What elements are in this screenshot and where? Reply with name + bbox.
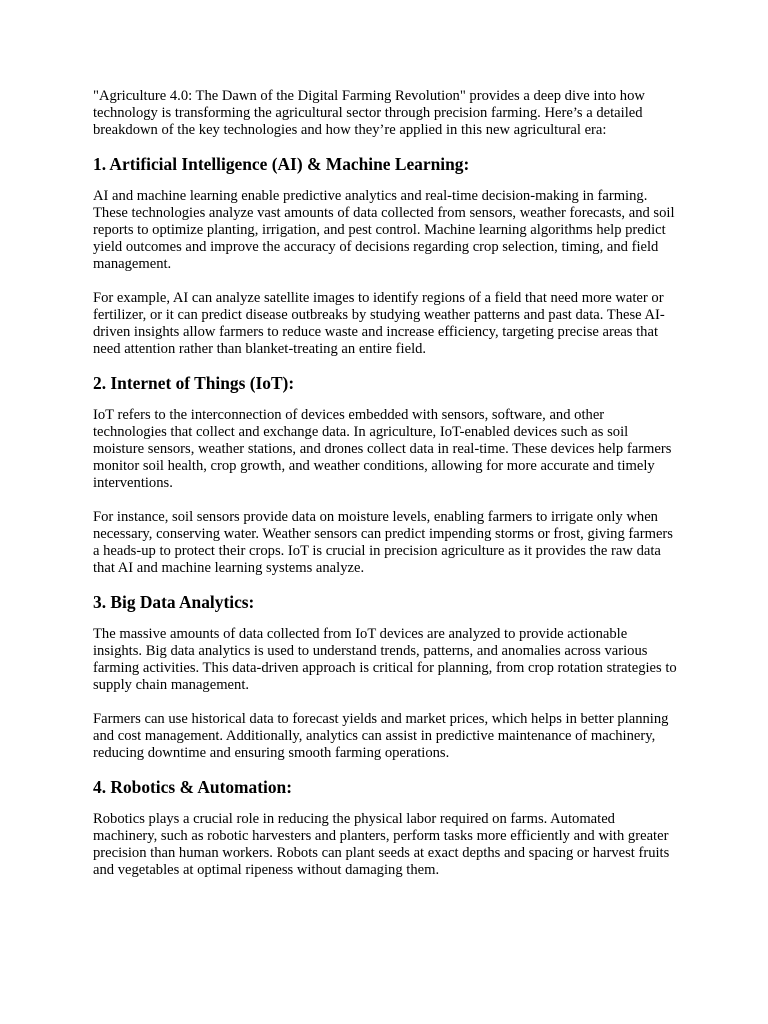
- section-paragraph: For instance, soil sensors provide data on moisture levels, enabling farmers to irrigate only when necessary, conserving water. Weather sensors can predict impending storms or frost, giving farmers a heads-up to protect their crops. IoT is crucial in precision agriculture as it provides the raw data that AI and machine learning systems analyze.: [93, 509, 673, 576]
- section-paragraph: IoT refers to the interconnection of devices embedded with sensors, software, and other technologies that collect and exchange data. In agriculture, IoT-enabled devices such as soil moisture sensors, weather stations, and drones collect data in real-time. These devices help farmers monitor soil health, crop growth, and weather conditions, allowing for more accurate and timely interventions.: [93, 407, 672, 491]
- intro-paragraph: "Agriculture 4.0: The Dawn of the Digital Farming Revolution" provides a deep dive into how technology is transforming the agricultural sector through precision farming. Here’s a detailed breakdown of the key technologies and how they’re applied in this new agricultural era:: [93, 88, 645, 138]
- section-heading: 1. Artificial Intelligence (AI) & Machine Learning:: [93, 154, 470, 174]
- section-heading: 3. Big Data Analytics:: [93, 592, 255, 612]
- section-big-data: [93, 592, 678, 762]
- section-robotics: [93, 777, 678, 879]
- section-paragraph: Farmers can use historical data to forecast yields and market prices, which helps in better planning and cost management. Additionally, analytics can assist in predictive maintenance of machinery, reducing downtime and ensuring smooth farming operations.: [93, 711, 669, 761]
- document-page: [93, 88, 678, 896]
- section-heading: 2. Internet of Things (IoT):: [93, 373, 295, 393]
- section-paragraph: The massive amounts of data collected from IoT devices are analyzed to provide actionable insights. Big data analytics is used to understand trends, patterns, and anomalies across various farming activities. This data-driven approach is critical for planning, from crop rotation strategies to supply chain management.: [93, 626, 677, 693]
- section-paragraph: For example, AI can analyze satellite images to identify regions of a field that need more water or fertilizer, or it can predict disease outbreaks by studying weather patterns and past data. These AI-driven insights allow farmers to reduce waste and increase efficiency, targeting precise areas that need attention rather than blanket-treating an entire field.: [93, 290, 665, 357]
- section-paragraph: Robotics plays a crucial role in reducing the physical labor required on farms. Automated machinery, such as robotic harvesters and planters, perform tasks more efficiently and with greater precision than human workers. Robots can plant seeds at exact depths and spacing or harvest fruits and vegetables at optimal ripeness without damaging them.: [93, 811, 670, 878]
- section-ai-ml: [93, 154, 678, 358]
- section-heading: 4. Robotics & Automation:: [93, 777, 293, 797]
- section-paragraph: AI and machine learning enable predictive analytics and real-time decision-making in farming. These technologies analyze vast amounts of data collected from sensors, weather forecasts, and soil reports to optimize planting, irrigation, and pest control. Machine learning algorithms help predict yield outcomes and improve the accuracy of decisions regarding crop selection, timing, and field management.: [93, 188, 675, 272]
- section-iot: [93, 373, 678, 577]
